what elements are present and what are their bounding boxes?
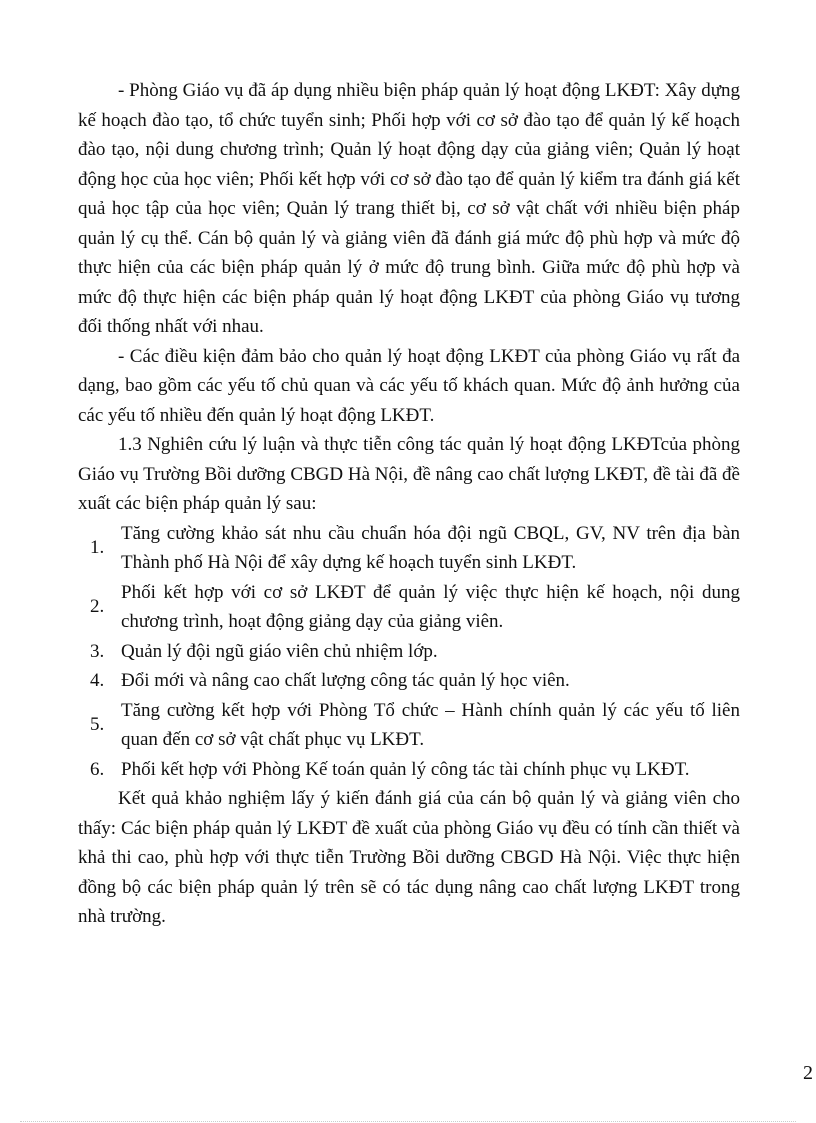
list-item-text: Phối kết hợp với Phòng Kế toán quản lý công tác tài chính phục vụ LKĐT. [121,758,690,780]
list-item-number: 2. [90,596,105,618]
list-item-text: Đổi mới và nâng cao chất lượng công tác quản lý học viên. [121,670,570,691]
paragraph-survey-results: Kết quả khảo nghiệm lấy ý kiến đánh giá của cán bộ quản lý và giảng viên cho thấy: Các biện pháp quản lý LKĐT đề xuất của phòng Giáo vụ đều có tính cần thiết và khả thi cao, phù hợp với thực tiễn Trường Bồi dưỡng CBGD Hà Nội. Việc thực hiện đồng bộ các biện pháp quản lý trên sẽ có tác dụng nâng cao chất lượng LKĐT trong nhà trường. [78,788,740,927]
document-body [78,76,740,932]
list-item [78,666,740,696]
page-bottom-divider [20,1121,796,1122]
list-item [78,637,740,667]
list-item-text: Tăng cường khảo sát nhu cầu chuẩn hóa đội ngũ CBQL, GV, NV trên địa bàn Thành phố Hà Nội để xây dựng kế hoạch tuyển sinh LKĐT. [121,522,740,573]
list-item-number: 3. [90,640,105,662]
list-item [78,755,740,785]
paragraph-measures-applied: - Phòng Giáo vụ đã áp dụng nhiều biện pháp quản lý hoạt động LKĐT: Xây dựng kế hoạch đào tạo, tổ chức tuyển sinh; Phối hợp với cơ sở đào tạo để quản lý kế hoạch đào tạo, nội dung chương trình; Quản lý hoạt động dạy của giảng viên; Quản lý hoạt động học của học viên; Phối kết hợp với cơ sở đào tạo để quản lý kiểm tra đánh giá kết quả học tập của học viên; Quản lý trang thiết bị, cơ sở vật chất với nhiều biện pháp quản lý cụ thể. Cán bộ quản lý và giảng viên đã đánh giá mức độ phù hợp và mức độ thực hiện của các biện pháp quản lý ở mức độ trung bình. Giữa mức độ phù hợp và mức độ thực hiện các biện pháp quản lý hoạt động LKĐT của phòng Giáo vụ tương đối thống nhất với nhau. [78,80,740,337]
list-item-number: 1. [90,537,105,559]
paragraph-conditions: - Các điều kiện đảm bảo cho quản lý hoạt động LKĐT của phòng Giáo vụ rất đa dạng, bao gồm các yếu tố chủ quan và các yếu tố khách quan. Mức độ ảnh hưởng của các yếu tố nhiều đến quản lý hoạt động LKĐT. [78,345,740,426]
paragraph-proposal-intro: 1.3 Nghiên cứu lý luận và thực tiễn công tác quản lý hoạt động LKĐTcủa phòng Giáo vụ Trường Bồi dưỡng CBGD Hà Nội, đề nâng cao chất lượng LKĐT, đề tài đã đề xuất các biện pháp quản lý sau: [78,434,740,514]
list-item-number: 4. [90,670,105,691]
list-item-text: Quản lý đội ngũ giáo viên chủ nhiệm lớp. [121,640,438,662]
measures-list [78,519,740,785]
list-item-text: Phối kết hợp với cơ sở LKĐT để quản lý việc thực hiện kế hoạch, nội dung chương trình, hoạt động giảng dạy của giảng viên. [121,581,740,632]
page-number: 2 [803,1062,813,1084]
list-item-number: 6. [90,758,105,780]
list-item [78,696,740,755]
list-item-text: Tăng cường kết hợp với Phòng Tổ chức – Hành chính quản lý các yếu tố liên quan đến cơ sở vật chất phục vụ LKĐT. [121,699,740,750]
list-item-number: 5. [90,714,105,736]
list-item [78,519,740,578]
list-item [78,578,740,637]
